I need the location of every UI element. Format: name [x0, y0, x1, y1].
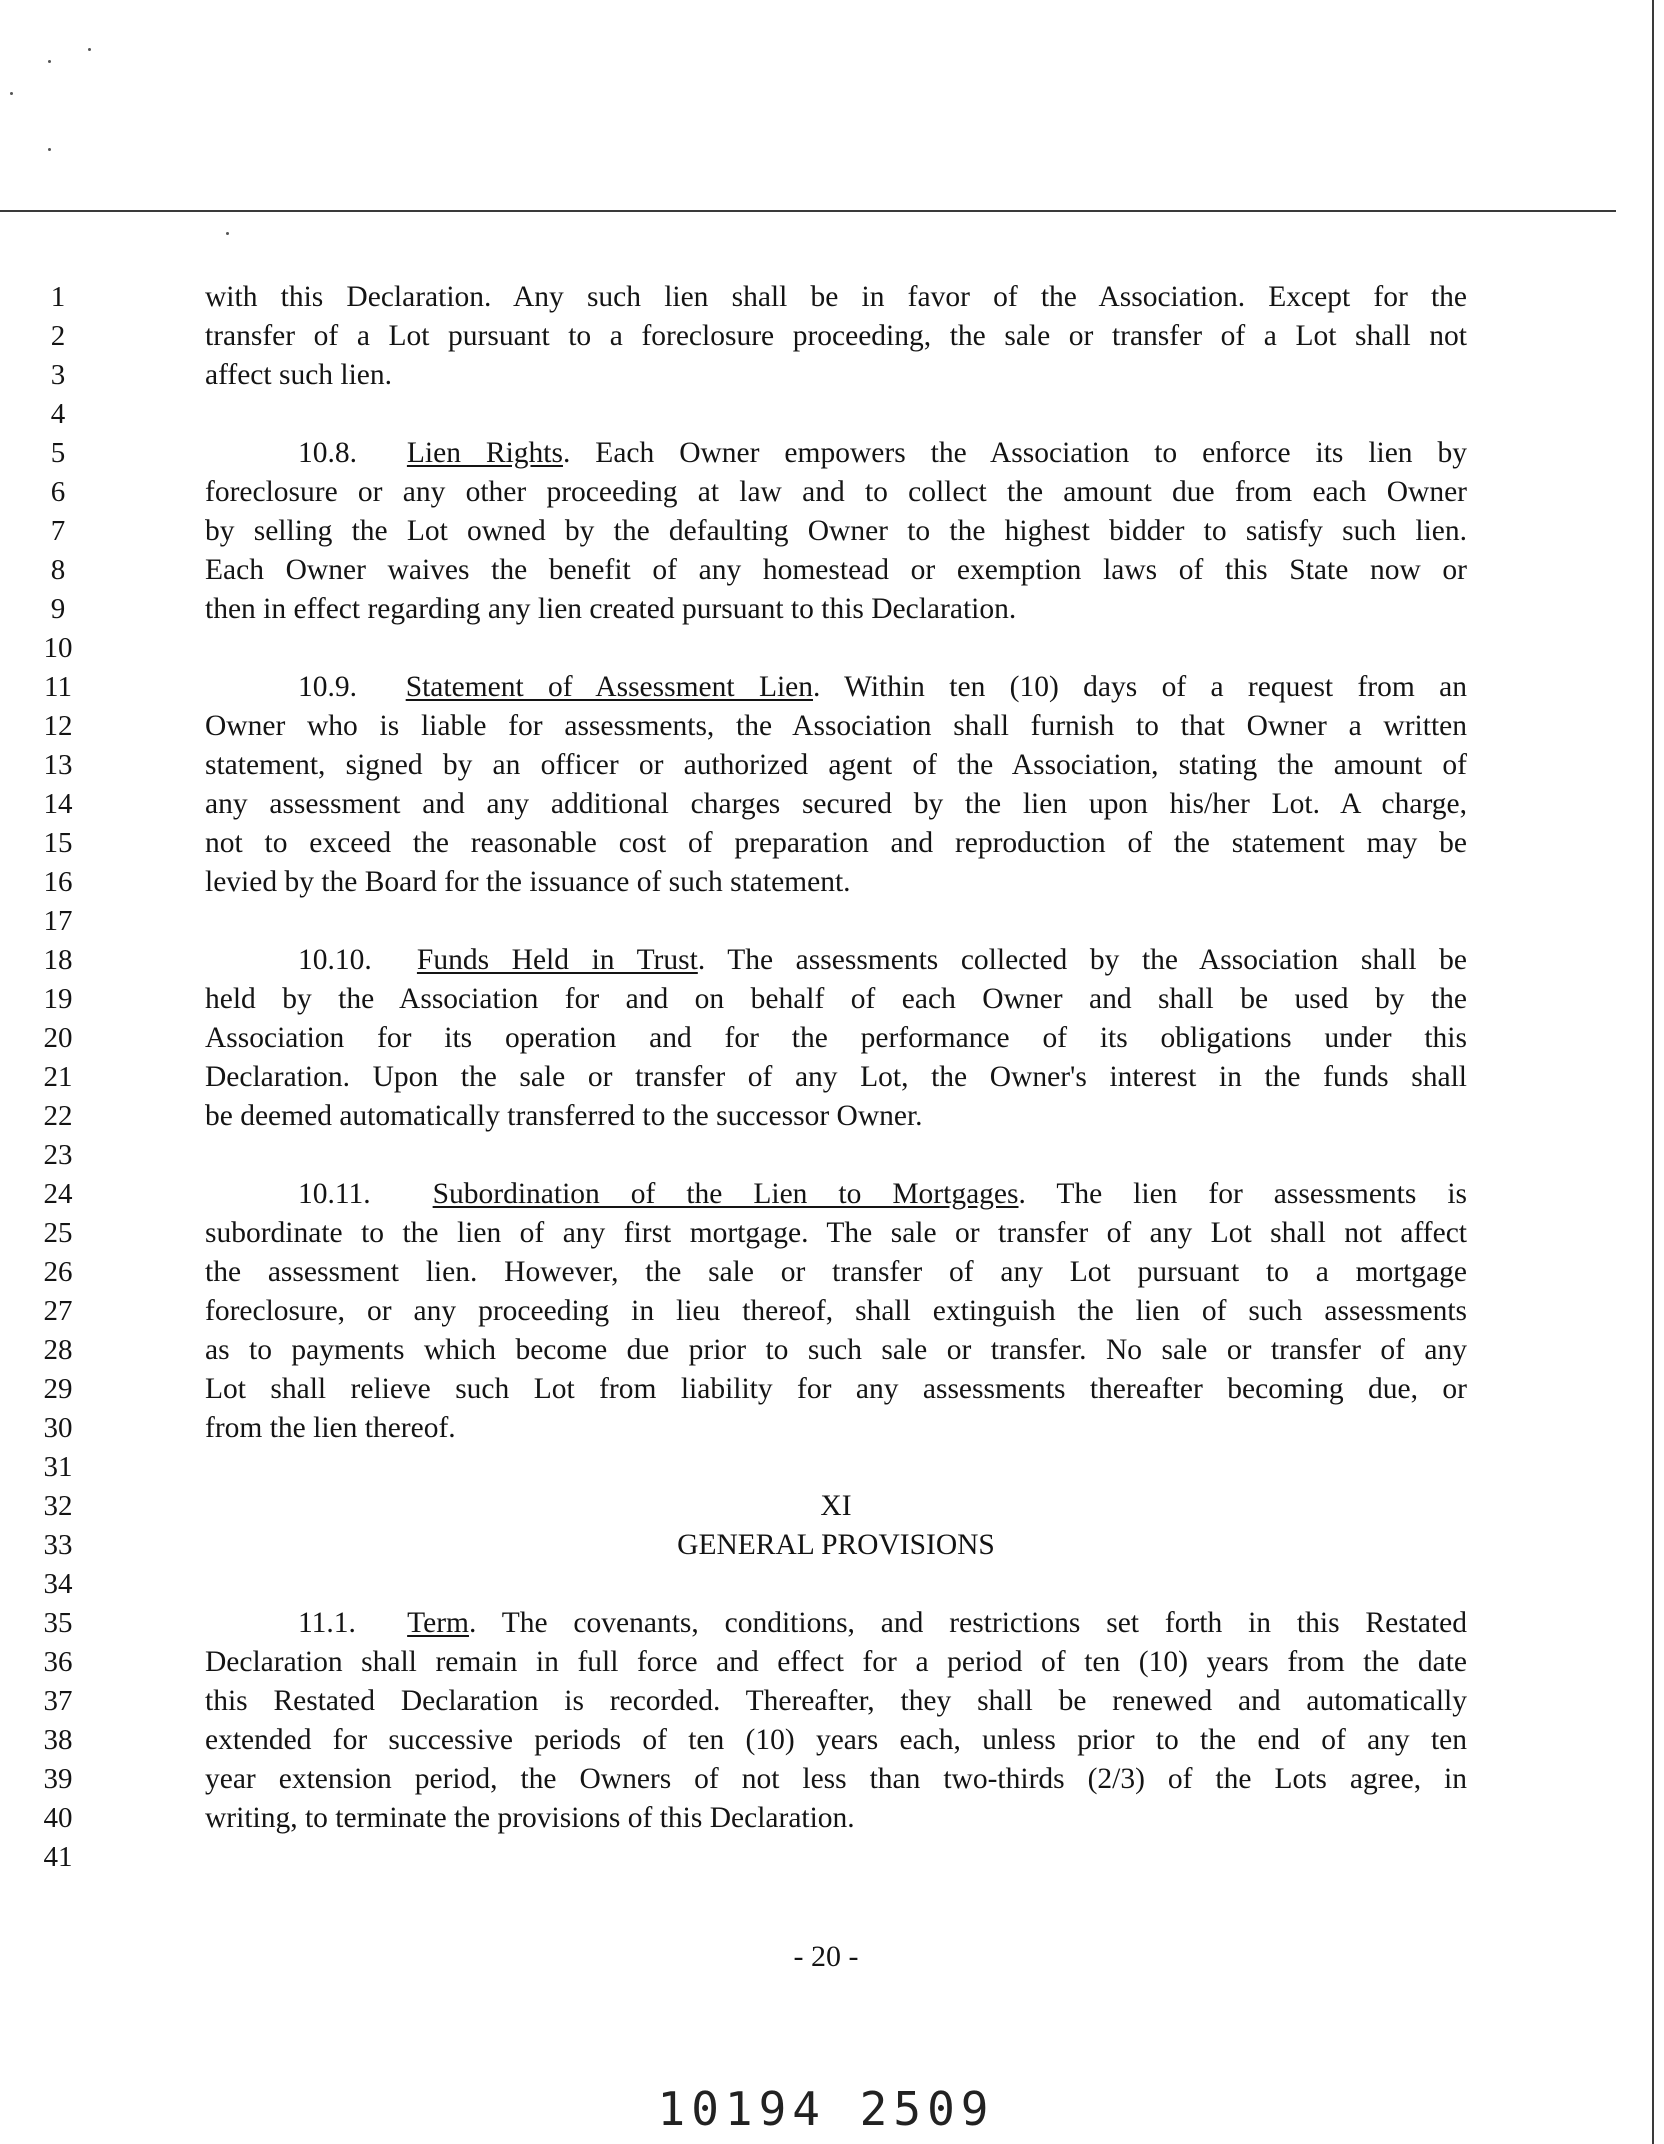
section-lead: . The assessments collected by the Association shall be — [697, 944, 1467, 976]
line-number: 34 — [43, 1568, 73, 1600]
section-10-8-first-line — [205, 434, 1467, 473]
line-number: 22 — [43, 1100, 73, 1132]
line-number: 9 — [50, 593, 66, 625]
line-number: 32 — [43, 1490, 73, 1522]
scan-speck — [10, 92, 13, 95]
line-number: 36 — [43, 1646, 73, 1678]
line-number: 20 — [43, 1022, 73, 1054]
section-10-11-line: subordinate to the lien of any first mortgage. The sale or transfer of any Lot shall not affect — [205, 1217, 1467, 1249]
section-11-1-first-line — [205, 1604, 1467, 1643]
scan-speck — [226, 232, 229, 235]
section-heading: Lien Rights — [406, 437, 563, 469]
line-number: 10 — [43, 632, 73, 664]
section-10-11-first-line — [205, 1175, 1467, 1214]
section-lead: . Each Owner empowers the Association to enforce its lien by — [562, 437, 1468, 469]
section-10-8-line: by selling the Lot owned by the defaulting Owner to the highest bidder to satisfy such lien. — [205, 515, 1467, 547]
section-10-11-line: as to payments which become due prior to such sale or transfer. No sale or transfer of any — [205, 1334, 1467, 1366]
section-lead: . Within ten (10) days of a request from an — [813, 671, 1467, 703]
continuation-line: with this Declaration. Any such lien shall be in favor of the Association. Except for the — [205, 281, 1467, 313]
line-number: 39 — [43, 1763, 73, 1795]
section-10-10-line: Declaration. Upon the sale or transfer of any Lot, the Owner's interest in the funds shall — [205, 1061, 1467, 1093]
section-10-9-line: statement, signed by an officer or authorized agent of the Association, stating the amount of — [205, 749, 1467, 781]
line-number: 2 — [50, 320, 66, 352]
article-title: GENERAL PROVISIONS — [677, 1529, 995, 1561]
section-10-9-line: any assessment and any additional charges secured by the lien upon his/her Lot. A charge, — [205, 788, 1467, 820]
section-11-1-line: this Restated Declaration is recorded. Thereafter, they shall be renewed and automatically — [205, 1685, 1467, 1717]
section-number: 10.11. — [298, 1178, 371, 1210]
section-10-11-line: the assessment lien. However, the sale or transfer of any Lot pursuant to a mortgage — [205, 1256, 1467, 1288]
line-number: 28 — [43, 1334, 73, 1366]
section-lead: . The covenants, conditions, and restrictions set forth in this Restated — [468, 1607, 1468, 1639]
scan-speck — [88, 48, 91, 51]
section-10-9-line: levied by the Board for the issuance of such statement. — [205, 866, 851, 898]
section-number: 10.9. — [298, 671, 357, 703]
line-number: 8 — [50, 554, 66, 586]
section-11-1-line: year extension period, the Owners of not less than two-thirds (2/3) of the Lots agree, in — [205, 1763, 1467, 1795]
document-body — [205, 278, 1467, 1838]
section-11-1-line: writing, to terminate the provisions of this Declaration. — [205, 1802, 855, 1834]
section-10-9-first-line — [205, 668, 1467, 707]
line-number: 35 — [43, 1607, 73, 1639]
section-11-1-line: Declaration shall remain in full force and effect for a period of ten (10) years from the date — [205, 1646, 1467, 1678]
article-numeral: XI — [820, 1490, 852, 1522]
line-number: 38 — [43, 1724, 73, 1756]
page-number: - 20 - — [793, 1940, 859, 1973]
line-number: 1 — [50, 281, 66, 313]
line-number: 16 — [43, 866, 73, 898]
section-heading: Statement of Assessment Lien — [405, 671, 813, 703]
line-number: 6 — [50, 476, 66, 508]
scan-speck — [48, 60, 51, 63]
line-number: 25 — [43, 1217, 73, 1249]
recording-number: 10194 2509 — [657, 2082, 995, 2136]
section-10-10-line: held by the Association for and on behalf of each Owner and shall be used by the — [205, 983, 1467, 1015]
line-number: 41 — [43, 1841, 73, 1873]
line-number: 33 — [43, 1529, 73, 1561]
line-number: 7 — [50, 515, 66, 547]
section-10-9-line: not to exceed the reasonable cost of preparation and reproduction of the statement may be — [205, 827, 1467, 859]
section-10-8-line: then in effect regarding any lien created pursuant to this Declaration. — [205, 593, 1017, 625]
line-number: 19 — [43, 983, 73, 1015]
section-10-8-line: foreclosure or any other proceeding at law and to collect the amount due from each Owner — [205, 476, 1467, 508]
line-number: 31 — [43, 1451, 73, 1483]
section-10-8-line: Each Owner waives the benefit of any homestead or exemption laws of this State now or — [205, 554, 1467, 586]
line-number: 30 — [43, 1412, 73, 1444]
section-number: 10.8. — [298, 437, 357, 469]
section-10-10-first-line — [205, 941, 1467, 980]
section-10-11-line: from the lien thereof. — [205, 1412, 456, 1444]
line-number: 18 — [43, 944, 73, 976]
section-11-1-line: extended for successive periods of ten (10) years each, unless prior to the end of any ten — [205, 1724, 1467, 1756]
line-number: 3 — [50, 359, 66, 391]
scan-speck — [48, 148, 51, 151]
section-heading: Subordination of the Lien to Mortgages — [432, 1178, 1019, 1210]
line-number: 27 — [43, 1295, 73, 1327]
line-number: 5 — [50, 437, 66, 469]
line-number: 11 — [44, 671, 72, 703]
section-10-10-line: Association for its operation and for the performance of its obligations under this — [205, 1022, 1467, 1054]
line-number: 4 — [50, 398, 66, 430]
section-number: 10.10. — [298, 944, 372, 976]
section-10-11-line: Lot shall relieve such Lot from liability for any assessments thereafter becoming due, or — [205, 1373, 1467, 1405]
line-number: 21 — [43, 1061, 73, 1093]
line-number: 37 — [43, 1685, 73, 1717]
section-number: 11.1. — [298, 1607, 356, 1639]
section-10-9-line: Owner who is liable for assessments, the Association shall furnish to that Owner a written — [205, 710, 1467, 742]
continuation-line: transfer of a Lot pursuant to a foreclosure proceeding, the sale or transfer of a Lot shall not — [205, 320, 1467, 352]
section-lead: . The lien for assessments is — [1018, 1178, 1468, 1210]
line-number: 14 — [43, 788, 73, 820]
continuation-line: affect such lien. — [205, 359, 393, 391]
line-number: 17 — [43, 905, 73, 937]
right-edge-rule — [1652, 0, 1654, 2144]
line-number: 13 — [43, 749, 73, 781]
section-heading: Funds Held in Trust — [416, 944, 698, 976]
line-number: 12 — [43, 710, 73, 742]
section-10-11-line: foreclosure, or any proceeding in lieu thereof, shall extinguish the lien of such assessments — [205, 1295, 1467, 1327]
line-number: 29 — [43, 1373, 73, 1405]
top-rule — [0, 210, 1616, 212]
section-10-10-line: be deemed automatically transferred to the successor Owner. — [205, 1100, 923, 1132]
section-heading: Term — [407, 1607, 469, 1639]
line-number: 23 — [43, 1139, 73, 1171]
line-number: 24 — [43, 1178, 73, 1210]
line-number-column — [28, 278, 88, 1877]
line-number: 26 — [43, 1256, 73, 1288]
line-number: 15 — [43, 827, 73, 859]
line-number: 40 — [43, 1802, 73, 1834]
